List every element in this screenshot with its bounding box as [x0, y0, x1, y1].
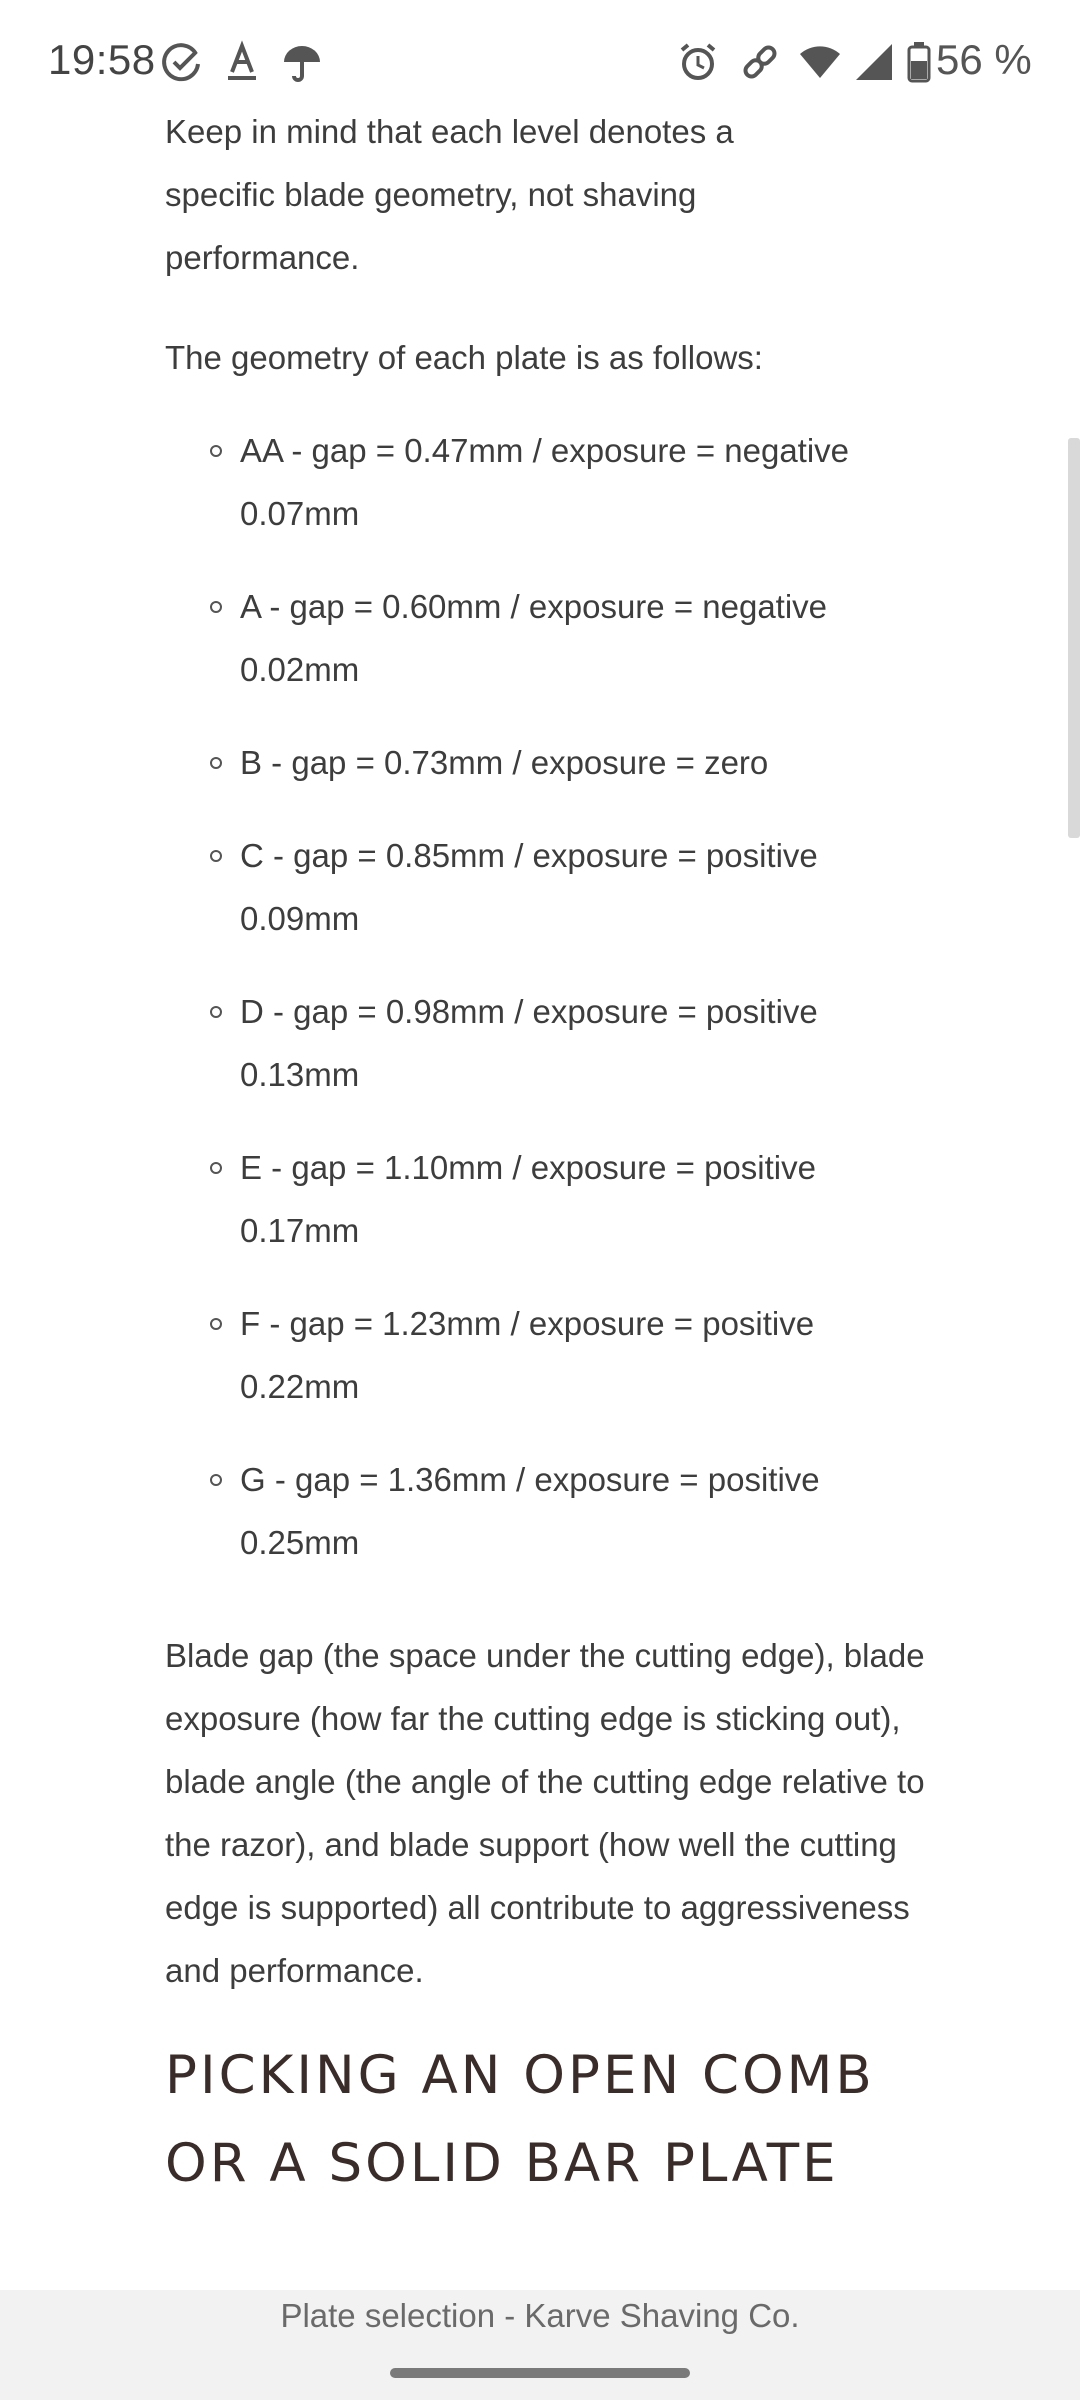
signal-icon	[852, 40, 896, 84]
plate-spec: A - gap = 0.60mm / exposure = negative 0.02mm	[240, 588, 828, 688]
bullet-icon	[210, 850, 222, 862]
intro-paragraph: Keep in mind that each level denotes a specific blade geometry, not shaving performance.	[165, 113, 734, 276]
list-item	[165, 1136, 850, 1262]
bullet-icon	[210, 1474, 222, 1486]
list-item	[165, 731, 850, 794]
scrollbar-thumb[interactable]	[1068, 438, 1080, 838]
bullet-icon	[210, 1006, 222, 1018]
list-item	[165, 824, 850, 950]
plate-spec: G - gap = 1.36mm / exposure = positive 0.25mm	[240, 1461, 820, 1561]
wifi-icon	[798, 40, 842, 84]
plate-spec: D - gap = 0.98mm / exposure = positive 0.13mm	[240, 993, 818, 1093]
list-item	[165, 575, 850, 701]
plate-spec: C - gap = 0.85mm / exposure = positive 0.09mm	[240, 837, 818, 937]
plate-spec: E - gap = 1.10mm / exposure = positive 0.17mm	[240, 1149, 816, 1249]
home-indicator[interactable]	[390, 2368, 690, 2378]
article-content	[165, 100, 925, 2208]
geometry-intro: The geometry of each plate is as follows:	[165, 339, 763, 376]
bullet-icon	[210, 1318, 222, 1330]
battery-icon	[906, 40, 932, 84]
status-time: 19:58	[48, 36, 156, 83]
bullet-icon	[210, 757, 222, 769]
plate-spec: F - gap = 1.23mm / exposure = positive 0.22mm	[240, 1305, 815, 1405]
battery-percentage: 56 %	[936, 36, 1032, 83]
bullet-icon	[210, 1162, 222, 1174]
check-circle-icon	[160, 40, 204, 84]
bullet-icon	[210, 445, 222, 457]
plate-spec: AA - gap = 0.47mm / exposure = negative 0.07mm	[240, 432, 850, 532]
list-item	[165, 1448, 850, 1574]
alarm-icon	[676, 40, 720, 84]
plate-spec: B - gap = 0.73mm / exposure = zero	[240, 744, 769, 781]
section-heading: PICKING AN OPEN COMB OR A SOLID BAR PLATE	[165, 2045, 875, 2194]
link-icon	[738, 40, 782, 84]
bullet-icon	[210, 601, 222, 613]
explanation-paragraph: Blade gap (the space under the cutting edge), blade exposure (how far the cutting edge is sticking out), blade angle (the angle of the cutting edge relative to the razor), and blade support (how well the cutting edge is supported) all contribute to aggressiveness and performance.	[165, 1637, 925, 1989]
list-item	[165, 419, 850, 545]
text-a-icon	[220, 40, 264, 84]
umbrella-icon	[280, 40, 324, 84]
list-item	[165, 1292, 850, 1418]
plate-geometry-list	[165, 419, 925, 1574]
list-item	[165, 980, 850, 1106]
page-title[interactable]: Plate selection - Karve Shaving Co.	[280, 2297, 800, 2334]
